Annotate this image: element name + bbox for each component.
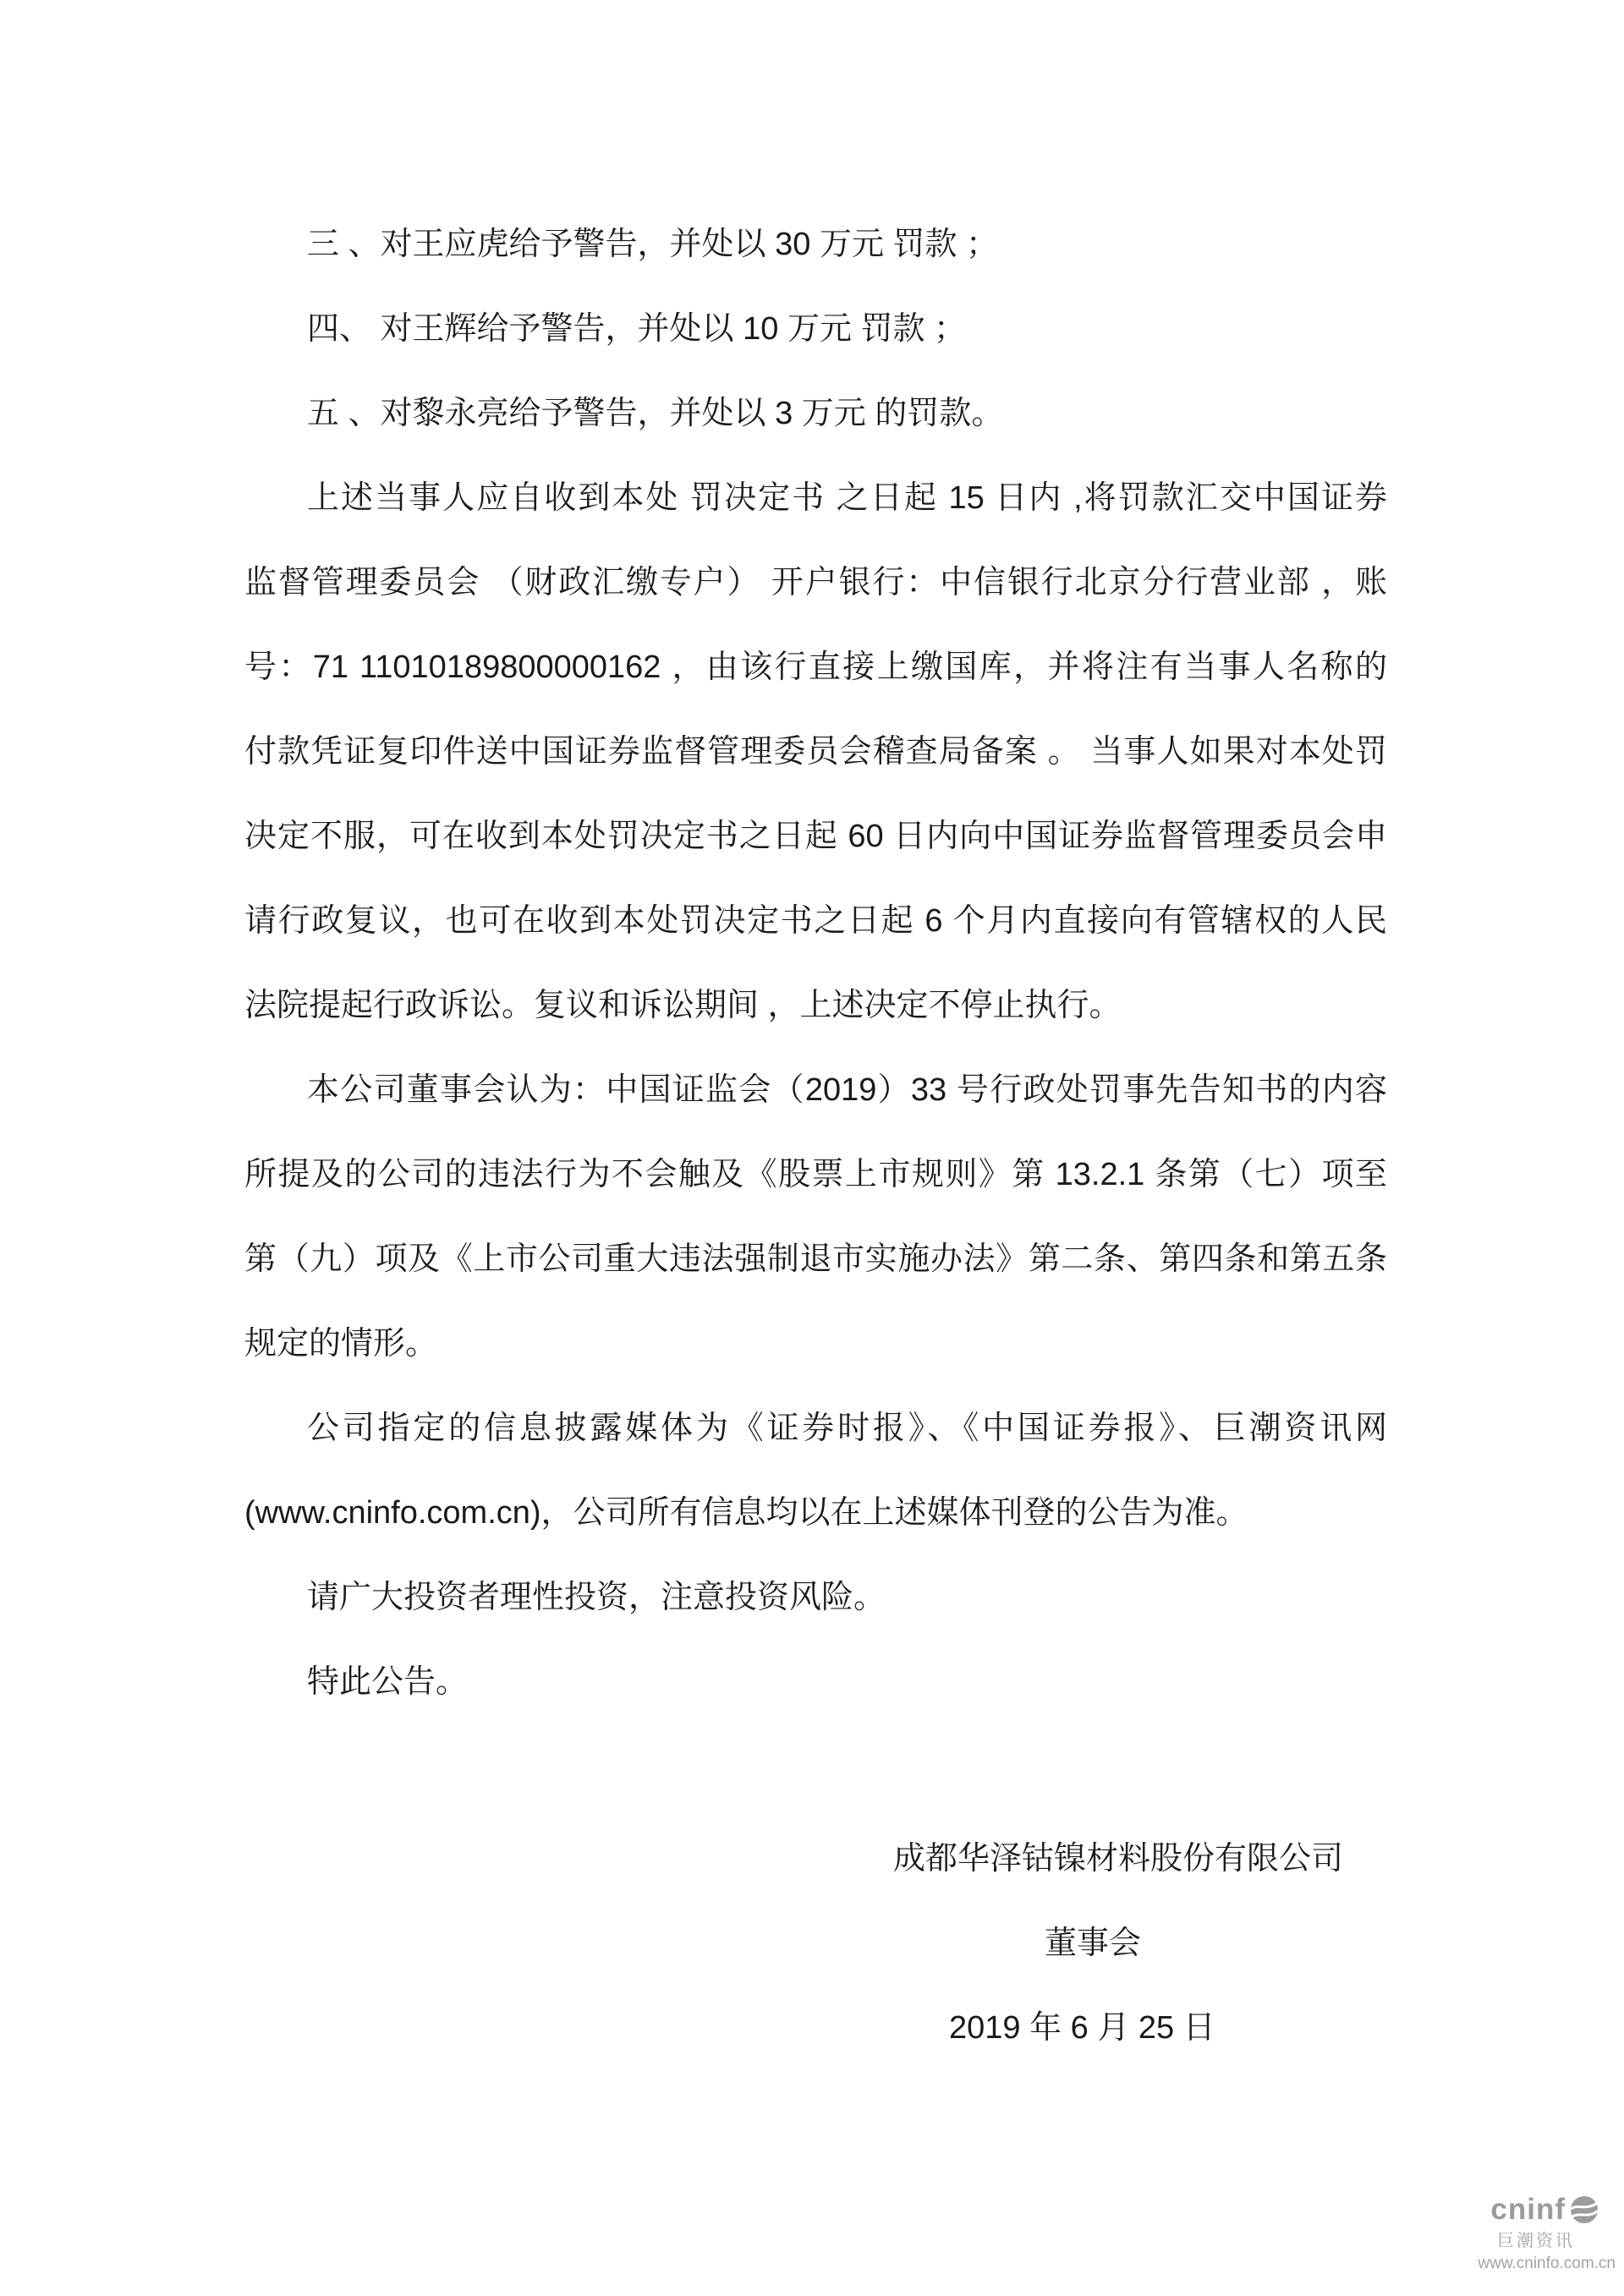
body-line-1: 三 、对王应虎给予警告，并处以 30 万元 罚款 ； [307, 227, 999, 262]
body-line-16: (www.cninfo.com.cn)，公司所有信息均以在上述媒体刊登的公告为准。 [244, 1495, 1248, 1531]
body-line-5: 监督管理委员会 （财政汇缴专户） 开户银行：中信银行北京分行营业部 ，账 [244, 565, 1387, 600]
cninfo-url: www.cninfo.com.cn [1478, 2255, 1616, 2272]
body-line-17: 请广大投资者理性投资，注意投资风险。 [307, 1580, 886, 1615]
body-line-14: 规定的情形。 [244, 1326, 438, 1362]
signature-board: 董事会 [1045, 1926, 1142, 1961]
body-line-8: 决定不服，可在收到本处罚决定书之日起 60 日内向中国证券监督管理委员会申 [244, 819, 1387, 854]
signature-company: 成都华泽钴镍材料股份有限公司 [893, 1841, 1344, 1877]
body-line-18: 特此公告。 [307, 1664, 469, 1700]
cninfo-watermark [1455, 2194, 1617, 2273]
body-line-9: 请行政复议，也可在收到本处罚决定书之日起 6 个月内直接向有管辖权的人民 [244, 903, 1387, 939]
cninfo-logo-row [1455, 2194, 1617, 2226]
body-line-2: 四、 对王辉给予警告，并处以 10 万元 罚款 ； [307, 311, 967, 347]
body-line-6: 号：71 11010189800000162 ，由该行直接上缴国库，并将注有当事人名称的 [244, 649, 1387, 685]
body-line-4: 上述当事人应自收到本处 罚决定书 之日起 15 日内 ,将罚款汇交中国证券 [307, 480, 1387, 516]
signature-date: 2019 年 6 月 25 日 [949, 2010, 1215, 2046]
cninfo-logo-chinese: 巨潮资讯 [1497, 2232, 1575, 2250]
globe-icon [1570, 2195, 1599, 2224]
body-line-11: 本公司董事会认为：中国证监会（2019）33 号行政处罚事先告知书的内容 [307, 1072, 1387, 1108]
body-line-7: 付款凭证复印件送中国证券监督管理委员会稽查局备案 。 当事人如果对本处罚 [244, 734, 1387, 770]
body-line-15: 公司指定的信息披露媒体为《证券时报》、《中国证券报》、巨潮资讯网 [307, 1411, 1387, 1446]
body-line-13: 第（九）项及《上市公司重大违法强制退市实施办法》第二条、第四条和第五条 [244, 1241, 1387, 1277]
body-line-10: 法院提起行政诉讼。复议和诉讼期间 ，上述决定不停止执行。 [244, 988, 1122, 1023]
body-line-3: 五 、对黎永亮给予警告，并处以 3 万元 的罚款。 [307, 396, 1004, 431]
cninfo-logo-text: cninf [1490, 2193, 1566, 2226]
body-line-12: 所提及的公司的违法行为不会触及《股票上市规则》第 13.2.1 条第（七）项至 [244, 1157, 1387, 1192]
